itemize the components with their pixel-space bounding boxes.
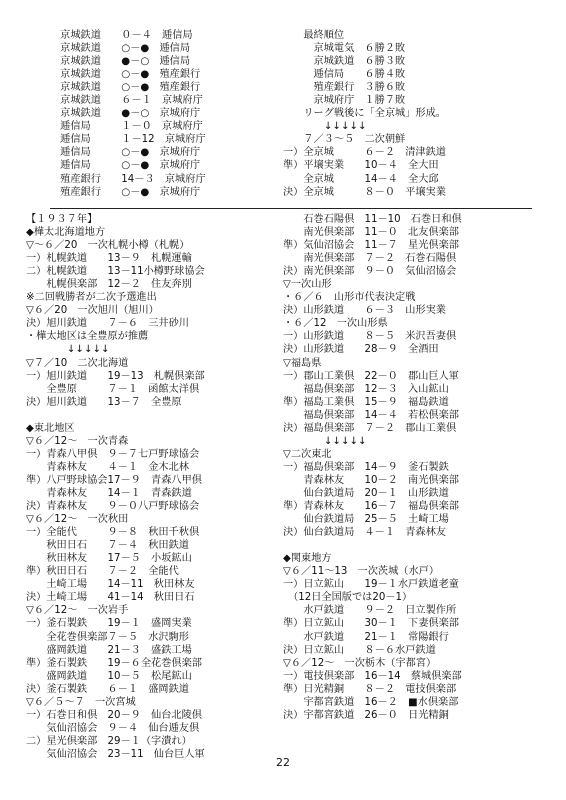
text-line: 水戸鉄道 21－１ 常陽銀行 (283, 631, 449, 643)
page-number: 22 (276, 756, 290, 769)
text-line: 殖産銀行 ○－● 京城府庁 (50, 186, 201, 198)
text-line: 決）南光倶楽部 ９－０ 気仙沼協会 (283, 266, 457, 278)
text-line: 気仙沼協会 ９－４ 仙台逓友倶 (26, 722, 200, 734)
text-line: ◆樺太北海道地方 (26, 227, 106, 239)
text-line: 殖産銀行 14－３ 京城府庁 (50, 173, 206, 185)
text-line: ◆東北地区 (26, 422, 75, 434)
text-line: 一）郡山工業倶 22－０ 郡山巨人軍 (283, 370, 459, 382)
text-line: 一）電技倶楽部 16－14 蔡城倶楽部 (283, 670, 462, 682)
text-line: 気仙沼協会 23－11 仙台巨人軍 (26, 748, 205, 760)
text-line: ▽７／10 二次北海道 (26, 357, 129, 369)
right-column-1937 (283, 213, 543, 722)
text-line: ▽６／５～７ 一次宮城 (26, 696, 136, 708)
text-line: 【１９３７年】 (26, 214, 98, 225)
text-line: 殖産銀行 ３勝６敗 (283, 82, 406, 94)
text-line: ▽６／12～ 一次栃木（宇都宮） (283, 657, 437, 669)
text-line: 南光倶楽部 11－０ 北友倶楽部 (283, 227, 459, 239)
text-line: 準）日光精銅 ８－２ 電技倶楽部 (283, 683, 457, 695)
text-line: 青森林友 10－２ 南光倶楽部 (283, 474, 459, 486)
text-line: 準）日立鉱山 30－１ 下妻倶楽部 (283, 618, 459, 630)
text-line: 京城電気 ６勝２敗 (283, 43, 406, 55)
text-line: 一）釜石製鉄 19－１ 盛岡実業 (26, 618, 192, 630)
text-line: 準）福島工業倶 15－９ 福島鉄道 (283, 396, 449, 408)
text-line: 京城鉄道 ○－● 殖産銀行 (50, 69, 201, 81)
text-line: 決）日立鉱山 ８－６水戸鉄道 (283, 644, 436, 656)
text-line: 仙台鉄道局 25－５ 土崎工場 (283, 514, 449, 526)
text-line: 石巻石陽倶 11－10 石巻日和倶 (283, 214, 462, 225)
text-line: 青森林友 14－１ 青森鉄道 (26, 487, 192, 499)
text-line: リーグ戦後に「全京城」形成。 (283, 108, 446, 120)
text-line: 盛岡鉄道 21－３ 盛鉄工場 (26, 644, 192, 656)
text-line: ▽～６／20 一次札幌小樽（札幌） (26, 240, 190, 252)
text-line: 一）旭川鉄道 19－13 札幌倶楽部 (26, 370, 205, 382)
text-line: 逓信局 １－12 京城府庁 (50, 134, 206, 146)
text-line: 一）石巻日和倶 20－９ 仙台北陵倶 (26, 709, 202, 721)
text-line: 一）全能代 ９－８ 秋田千秋倶 (26, 527, 200, 539)
text-line: ↓↓↓↓↓ (283, 435, 367, 447)
text-line: 全花巻倶楽部７－５ 水沢駒形 (26, 631, 189, 643)
text-line: 準）気仙沼協会 11－７ 星光倶楽部 (283, 240, 459, 252)
text-line: ▽６／11～13 一次茨城（水戸） (283, 566, 440, 578)
text-line: 逓信局 ○－● 京城府庁 (50, 147, 201, 159)
text-line: ・６／６ 山形市代表決定戦 (283, 292, 416, 304)
text-line: ▽６／20 一次旭川（旭川） (26, 305, 159, 317)
text-line: 青森林友 ４－１ 金木北林 (26, 461, 189, 473)
text-line: ７／３～５ 二次朝鮮 (283, 134, 406, 146)
top-left-results (50, 29, 290, 199)
text-line: 土崎工場 14－11 秋田林友 (26, 579, 195, 591)
text-line: 決）旭川鉄道 ７－６ 三井砂川 (26, 318, 189, 330)
text-line: ・６／12 一次山形県 (283, 318, 388, 330)
text-line: 準）平壌実業 10－４ 全大田 (283, 160, 439, 172)
text-line: ▽６／12～ 一次秋田 (26, 514, 129, 526)
text-line: ▽６／12～ 一次岩手 (26, 605, 129, 617)
text-line: （12日全国版では20－1） (283, 592, 413, 604)
text-line: 一）山形鉄道 ８－５ 米沢吾妻倶 (283, 331, 457, 343)
text-line: 札幌倶楽部 12－２ 住友奔別 (26, 279, 192, 291)
text-line (26, 409, 286, 422)
text-line: 逓信局 ○－● 京城府庁 (50, 160, 201, 172)
text-line: 決）山形鉄道 ６－３ 山形実業 (283, 305, 446, 317)
text-line: 全豊原 ７－１ 函館太洋倶 (26, 383, 200, 395)
text-line: 南光倶楽部 ７－２ 石巻石陽倶 (283, 253, 457, 265)
text-line: 準）秋田日石 ７－２ 全能代 (26, 566, 179, 578)
text-line: 京城鉄道 ●－○ 逓信局 (50, 56, 191, 68)
text-line: 決）全京城 ８－０ 平壌実業 (283, 186, 446, 198)
text-line: 一）日立鉱山 19－１水戸鉄道老童 (283, 579, 459, 591)
text-line: 京城鉄道 ●－○ 京城府庁 (50, 108, 201, 120)
text-line: 準）釜石製鉄 19－６全花巻倶楽部 (26, 657, 202, 669)
text-line: 決）釜石製鉄 ６－１ 盛岡鉄道 (26, 683, 189, 695)
text-line: 二）星光倶楽部 29－１（字潰れ） (26, 735, 192, 747)
text-line: ▽二次東北 (283, 448, 332, 460)
text-line: 秋田林友 17－５ 小坂鉱山 (26, 553, 192, 565)
text-line: 宇都宮鉄道 16－２ ■水倶楽部 (283, 696, 459, 708)
text-line: ※二回戦勝者が二次予選進出 (26, 292, 157, 304)
text-line: 京城府庁 １勝７敗 (283, 95, 406, 107)
text-line: ・樺太地区は全豊原が推薦 (26, 331, 149, 343)
text-line: 逓信局 １－０ 京城府庁 (50, 121, 203, 133)
text-line: 決）仙台鉄道局 ４－１ 青森林友 (283, 527, 446, 539)
text-line: 決）土崎工場 41－14 秋田日石 (26, 592, 195, 604)
text-line: 仙台鉄道局 20－１ 山形鉄道 (283, 487, 449, 499)
text-line: 逓信局 ６勝４敗 (283, 69, 406, 81)
text-line: 決）宇都宮鉄道 26－０ 日光精銅 (283, 709, 449, 721)
text-line: 二）札幌鉄道 13－11小樽野球協会 (26, 266, 205, 278)
left-column-1937 (26, 213, 286, 761)
text-line: 一）全京城 ６－２ 清津鉄道 (283, 147, 446, 159)
text-line: 決）山形鉄道 28－９ 全酒田 (283, 344, 439, 356)
top-right-standings (283, 29, 543, 199)
text-line: 京城鉄道 ６－１ 京城府庁 (50, 95, 203, 107)
text-line: ↓↓↓↓↓ (26, 344, 110, 356)
text-line: ▽一次山形 (283, 279, 332, 291)
text-line: 最終順位 (283, 30, 345, 41)
text-line: 京城鉄道 ６勝３敗 (283, 56, 406, 68)
text-line: 京城鉄道 ○－● 殖産銀行 (50, 82, 201, 94)
text-line: 福島倶楽部 12－３ 入山鉱山 (283, 383, 449, 395)
text-line: 準）青森林友 16－７ 福島倶楽部 (283, 501, 459, 513)
text-line: 準）八戸野球協会17－９ 青森八甲倶 (26, 474, 202, 486)
text-line: 決）青森林友 ９－０八戸野球協会 (26, 501, 200, 513)
text-line: 全京城 14－４ 全大邱 (283, 173, 439, 185)
text-line: ↓↓↓↓↓ (283, 121, 367, 133)
text-line: 決）福島倶楽部 ７－２ 郡山工業倶 (283, 422, 457, 434)
text-line: 京城鉄道 ○－● 逓信局 (50, 43, 191, 55)
text-line: 水戸鉄道 ９－２ 日立製作所 (283, 605, 457, 617)
text-line: 一）青森八甲倶 ９－７七戸野球協会 (26, 448, 200, 460)
section-divider (50, 208, 532, 209)
text-line: 福島倶楽部 14－４ 若松倶楽部 (283, 409, 459, 421)
text-line: 決）旭川鉄道 13－７ 全豊原 (26, 396, 182, 408)
text-line: 京城鉄道 ０－４ 逓信局 (50, 30, 193, 41)
text-line: ▽６／12～ 一次青森 (26, 435, 129, 447)
text-line: ▽福島県 (283, 357, 322, 369)
text-line: 盛岡鉄道 10－５ 松尾鉱山 (26, 670, 192, 682)
text-line: 秋田日石 ７－４ 秋田鉄道 (26, 540, 189, 552)
text-line (283, 539, 543, 552)
text-line: ◆関東地方 (283, 553, 332, 565)
text-line: 一）札幌鉄道 13－９ 札幌運輸 (26, 253, 192, 265)
text-line: 一）福島倶楽部 14－９ 釜石製鉄 (283, 461, 449, 473)
